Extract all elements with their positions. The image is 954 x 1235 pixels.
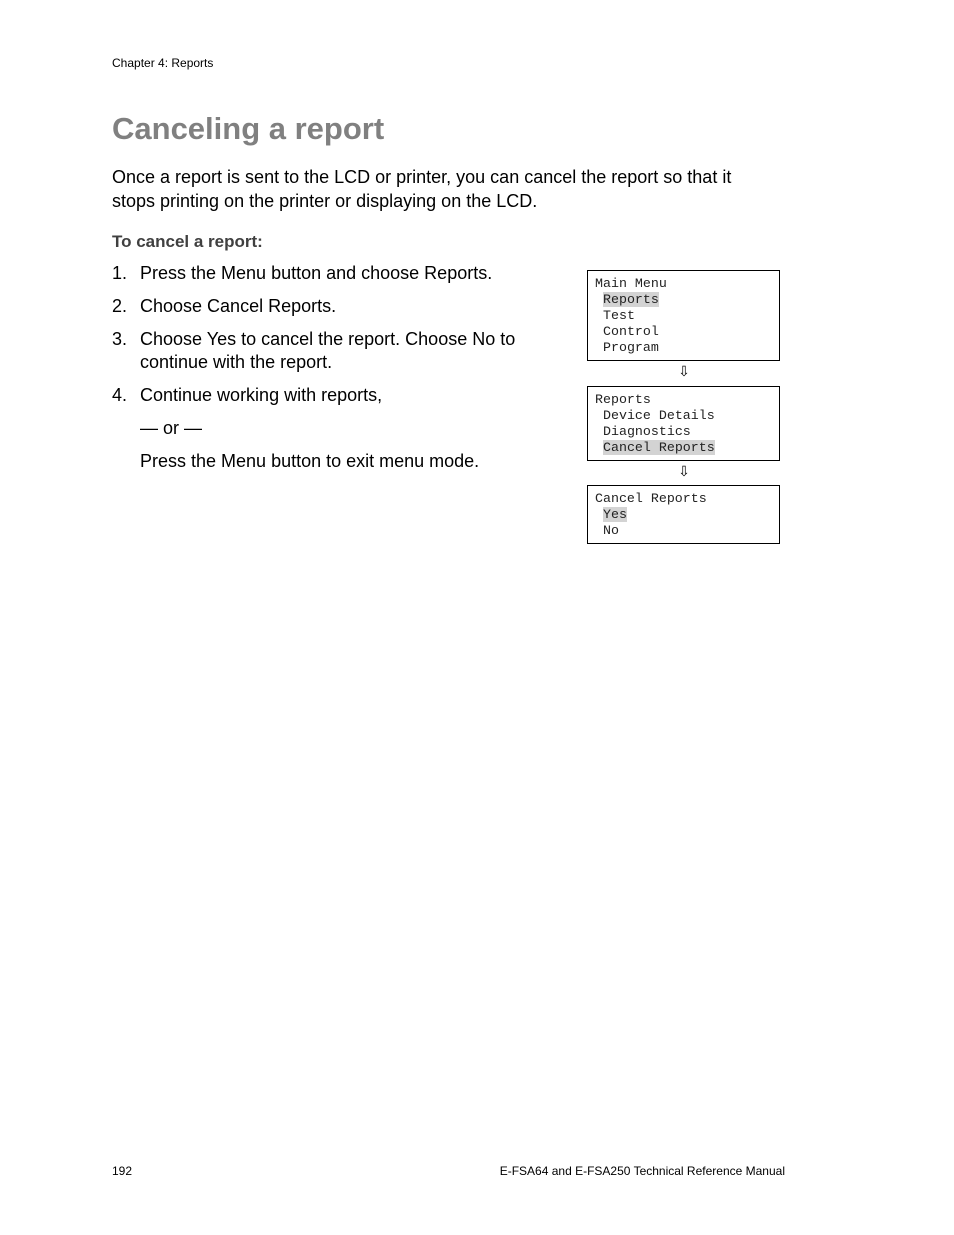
- procedure-step-1: [112, 262, 552, 285]
- lcd-screen-reports: [587, 386, 780, 461]
- procedure-heading: To cancel a report:: [112, 232, 263, 251]
- lcd-menu-item-cancel-reports: [595, 440, 779, 456]
- or-separator: — or —: [140, 418, 203, 438]
- lcd-menu-item-control: Control: [603, 324, 659, 339]
- lcd-screen-main-menu: [587, 270, 780, 361]
- lcd-menu-item-yes: [595, 507, 779, 523]
- procedure-step-2: [112, 295, 552, 318]
- lcd-menu-item-no: No: [603, 523, 619, 538]
- page-title: Canceling a report: [112, 111, 385, 146]
- lcd-menu-item-test: Test: [603, 308, 635, 323]
- step-number: 4.: [112, 385, 128, 405]
- lcd-menu-item-program: Program: [603, 340, 659, 355]
- lcd-menu-item-diagnostics: Diagnostics: [603, 424, 691, 439]
- intro-paragraph: Once a report is sent to the LCD or printer, you can cancel the report so that it stops printing on the printer or displaying on the LCD.: [112, 167, 732, 211]
- running-header: Chapter 4: Reports: [112, 56, 214, 70]
- page-number: 192: [112, 1164, 133, 1178]
- step-text: Press the Menu button and choose Reports.: [140, 263, 493, 283]
- procedure-step-3: [112, 328, 552, 374]
- step-number: 1.: [112, 263, 128, 283]
- procedure-step-4: [112, 384, 552, 407]
- manual-title: E-FSA64 and E-FSA250 Technical Reference Manual: [499, 1164, 785, 1178]
- lcd-selected-item: Yes: [603, 507, 627, 522]
- step-number: 3.: [112, 329, 128, 349]
- lcd-title: Cancel Reports: [595, 491, 707, 506]
- step-number: 2.: [112, 296, 128, 316]
- lcd-selected-item: Cancel Reports: [603, 440, 715, 455]
- alternative-step-text: Press the Menu button to exit menu mode.: [140, 451, 480, 471]
- lcd-menu-item-reports: [595, 292, 779, 308]
- lcd-title: Main Menu: [595, 276, 667, 291]
- step-text: Choose Cancel Reports.: [140, 296, 337, 316]
- lcd-screen-cancel-reports: [587, 485, 780, 544]
- lcd-menu-item-device-details: Device Details: [603, 408, 715, 423]
- step-text: Choose Yes to cancel the report. Choose No to continue with the report.: [140, 329, 516, 372]
- step-text: Continue working with reports,: [140, 385, 383, 405]
- lcd-selected-item: Reports: [603, 292, 659, 307]
- down-arrow-icon: ⇩: [678, 364, 690, 380]
- lcd-title: Reports: [595, 392, 651, 407]
- down-arrow-icon: ⇩: [678, 464, 690, 480]
